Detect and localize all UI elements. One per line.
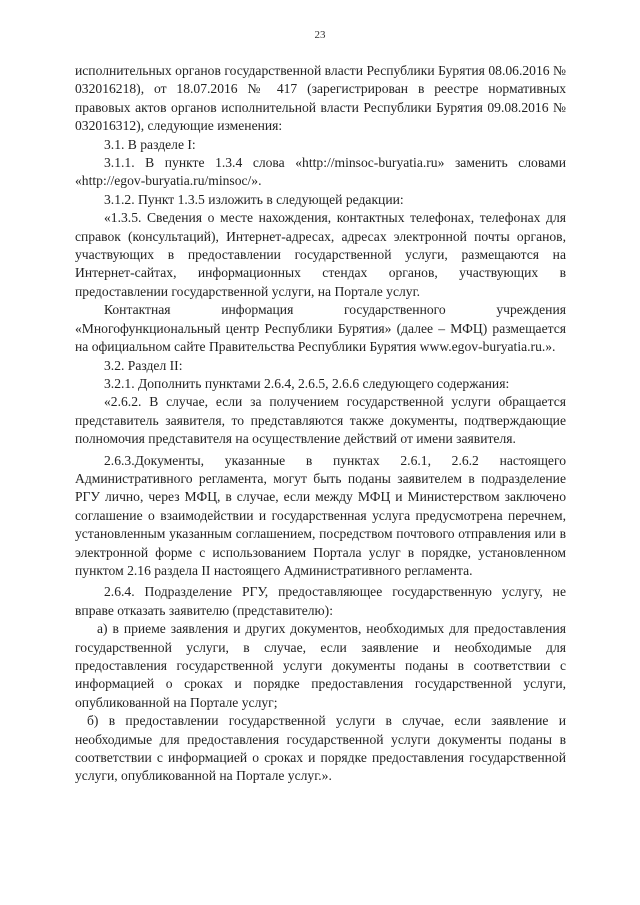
paragraph-3-1-2: 3.1.2. Пункт 1.3.5 изложить в следующей редакции:: [104, 191, 404, 207]
paragraph-3-1-1: 3.1.1. В пункте 1.3.4 слова «http://minsoc-buryatia.ru» заменить словами «http://egov-buryatia.ru/minsoc/».: [75, 155, 566, 189]
paragraph-2-6-2: «2.6.2. В случае, если за получением государственной услуги обращается представитель заявителя, то представляются также документы, подтверждающие полномочия представителя на осуществление действий от имени заявителя.: [75, 394, 566, 447]
document-body: [75, 62, 566, 786]
paragraph-3-2-1: 3.2.1. Дополнить пунктами 2.6.4, 2.6.5, 2.6.6 следующего содержания:: [104, 375, 510, 391]
paragraph-intro: исполнительных органов государственной власти Республики Бурятия 08.06.2016 № 032016218), от 18.07.2016 № 417 (зарегистрирован в реестре нормативных правовых актов органов исполнительной власти Республики Бурятия 09.08.2016 № 032016312), следующие изменения:: [75, 63, 566, 134]
paragraph-section-3-2: 3.2. Раздел II:: [104, 357, 183, 373]
paragraph-contact-info: Контактная информация государственного учреждения «Многофункциональный центр Республики Бурятия» (далее – МФЦ) размещается на официальном сайте Правительства Республики Бурятия www.egov-buryatia.ru.».: [75, 302, 566, 355]
paragraph-section-3-1: 3.1. В разделе I:: [104, 136, 196, 152]
paragraph-2-6-3: 2.6.3.Документы, указанные в пунктах 2.6.1, 2.6.2 настоящего Административного регламента, могут быть поданы заявителем в подразделение РГУ лично, через МФЦ, в случае, если между МФЦ и Министерством заключено соглашение о взаимодействии и государственная услуга предусмотрена перечнем, установленным указанным соглашением, посредством почтового отправления или в электронной форме с использованием Портала услуг в порядке, установленном пунктом 2.16 раздела II настоящего Административного регламента.: [75, 452, 566, 578]
paragraph-2-6-4: 2.6.4. Подразделение РГУ, предоставляющее государственную услугу, не вправе отказать заявителю (представителю):: [75, 584, 566, 618]
page-number: 23: [314, 29, 326, 41]
paragraph-item-a: а) в приеме заявления и других документов, необходимых для предоставления государственной услуги, в случае, если заявление и необходимые для предоставления государственной услуги документы поданы в соответствии с информацией о сроках и порядке предоставления государственной услуги, опубликованной на Портале услуг;: [75, 621, 566, 710]
paragraph-1-3-5: «1.3.5. Сведения о месте нахождения, контактных телефонах, телефонах для справок (консультаций), Интернет-адресах, адресах электронной почты органов, участвующих в предоставлении государственной услуги, размещаются на Интернет-сайтах, информационных стендах органов, участвующих в предоставлении государственной услуги, на Портале услуг.: [75, 210, 566, 299]
paragraph-item-b: б) в предоставлении государственной услуги в случае, если заявление и необходимые для предоставления государственной услуги документы поданы в соответствии с информацией о сроках и порядке предоставления государственной услуги, опубликованной на Портале услуг.».: [75, 713, 566, 784]
